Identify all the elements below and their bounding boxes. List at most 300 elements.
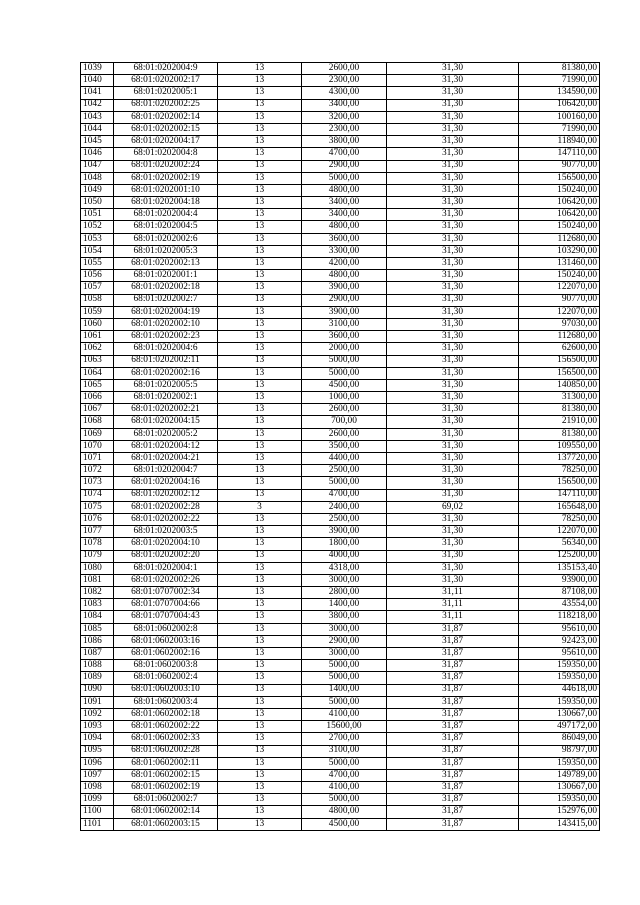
table-row bbox=[81, 526, 600, 538]
cadastral-number-cell: 68:01:0202002:25 bbox=[114, 99, 218, 111]
area-cell: 4200,00 bbox=[302, 258, 387, 270]
row-number-cell: 1085 bbox=[81, 623, 114, 635]
rate-cell: 69,02 bbox=[387, 501, 519, 513]
area-cell: 2500,00 bbox=[302, 513, 387, 525]
value-cell: 98797,00 bbox=[519, 745, 600, 757]
table-row bbox=[81, 769, 600, 781]
area-cell: 4100,00 bbox=[302, 708, 387, 720]
rate-cell: 31,30 bbox=[387, 331, 519, 343]
value-cell: 118218,00 bbox=[519, 611, 600, 623]
rate-cell: 31,87 bbox=[387, 648, 519, 660]
area-cell: 5000,00 bbox=[302, 477, 387, 489]
rate-cell: 31,30 bbox=[387, 282, 519, 294]
cadastral-number-cell: 68:01:0602002:14 bbox=[114, 806, 218, 818]
row-number-cell: 1041 bbox=[81, 87, 114, 99]
category-cell: 13 bbox=[218, 367, 302, 379]
value-cell: 106420,00 bbox=[519, 209, 600, 221]
category-cell: 13 bbox=[218, 648, 302, 660]
row-number-cell: 1052 bbox=[81, 221, 114, 233]
area-cell: 2000,00 bbox=[302, 343, 387, 355]
category-cell: 13 bbox=[218, 245, 302, 257]
value-cell: 122070,00 bbox=[519, 526, 600, 538]
cadastral-number-cell: 68:01:0602002:4 bbox=[114, 672, 218, 684]
table-row bbox=[81, 245, 600, 257]
row-number-cell: 1082 bbox=[81, 587, 114, 599]
value-cell: 81380,00 bbox=[519, 404, 600, 416]
row-number-cell: 1062 bbox=[81, 343, 114, 355]
area-cell: 4800,00 bbox=[302, 184, 387, 196]
category-cell: 13 bbox=[218, 477, 302, 489]
table-row bbox=[81, 160, 600, 172]
table-row bbox=[81, 258, 600, 270]
category-cell: 13 bbox=[218, 489, 302, 501]
cadastral-number-cell: 68:01:0202004:4 bbox=[114, 209, 218, 221]
category-cell: 13 bbox=[218, 428, 302, 440]
value-cell: 71990,00 bbox=[519, 123, 600, 135]
table-row bbox=[81, 172, 600, 184]
area-cell: 3600,00 bbox=[302, 331, 387, 343]
category-cell: 13 bbox=[218, 587, 302, 599]
rate-cell: 31,30 bbox=[387, 477, 519, 489]
area-cell: 2700,00 bbox=[302, 733, 387, 745]
area-cell: 4700,00 bbox=[302, 148, 387, 160]
category-cell: 13 bbox=[218, 599, 302, 611]
value-cell: 135153,40 bbox=[519, 562, 600, 574]
table-row bbox=[81, 306, 600, 318]
table-row bbox=[81, 660, 600, 672]
category-cell: 13 bbox=[218, 684, 302, 696]
category-cell: 13 bbox=[218, 233, 302, 245]
value-cell: 78250,00 bbox=[519, 465, 600, 477]
area-cell: 1400,00 bbox=[302, 599, 387, 611]
area-cell: 2600,00 bbox=[302, 63, 387, 75]
row-number-cell: 1071 bbox=[81, 453, 114, 465]
row-number-cell: 1093 bbox=[81, 721, 114, 733]
cadastral-number-cell: 68:01:0602002:19 bbox=[114, 782, 218, 794]
value-cell: 134590,00 bbox=[519, 87, 600, 99]
cadastral-number-cell: 68:01:0202002:17 bbox=[114, 75, 218, 87]
category-cell: 13 bbox=[218, 123, 302, 135]
row-number-cell: 1070 bbox=[81, 440, 114, 452]
rate-cell: 31,87 bbox=[387, 623, 519, 635]
value-cell: 122070,00 bbox=[519, 282, 600, 294]
table-row bbox=[81, 538, 600, 550]
area-cell: 3100,00 bbox=[302, 318, 387, 330]
area-cell: 3300,00 bbox=[302, 245, 387, 257]
table-row bbox=[81, 562, 600, 574]
row-number-cell: 1067 bbox=[81, 404, 114, 416]
value-cell: 71990,00 bbox=[519, 75, 600, 87]
table-row bbox=[81, 428, 600, 440]
category-cell: 13 bbox=[218, 635, 302, 647]
rate-cell: 31,87 bbox=[387, 733, 519, 745]
table-row bbox=[81, 489, 600, 501]
row-number-cell: 1074 bbox=[81, 489, 114, 501]
area-cell: 4400,00 bbox=[302, 453, 387, 465]
cadastral-number-cell: 68:01:0202004:17 bbox=[114, 136, 218, 148]
table-row bbox=[81, 794, 600, 806]
rate-cell: 31,30 bbox=[387, 513, 519, 525]
area-cell: 2900,00 bbox=[302, 635, 387, 647]
cadastral-number-cell: 68:01:0202002:6 bbox=[114, 233, 218, 245]
table-row bbox=[81, 599, 600, 611]
area-cell: 2900,00 bbox=[302, 294, 387, 306]
table-row bbox=[81, 331, 600, 343]
category-cell: 13 bbox=[218, 87, 302, 99]
row-number-cell: 1069 bbox=[81, 428, 114, 440]
row-number-cell: 1088 bbox=[81, 660, 114, 672]
table-row bbox=[81, 63, 600, 75]
table-row bbox=[81, 343, 600, 355]
category-cell: 13 bbox=[218, 574, 302, 586]
table-row bbox=[81, 513, 600, 525]
rate-cell: 31,30 bbox=[387, 416, 519, 428]
value-cell: 93900,00 bbox=[519, 574, 600, 586]
rate-cell: 31,30 bbox=[387, 111, 519, 123]
table-row bbox=[81, 87, 600, 99]
rate-cell: 31,11 bbox=[387, 587, 519, 599]
table-row bbox=[81, 416, 600, 428]
value-cell: 130667,00 bbox=[519, 782, 600, 794]
cadastral-number-cell: 68:01:0202004:18 bbox=[114, 197, 218, 209]
category-cell: 13 bbox=[218, 184, 302, 196]
table-row bbox=[81, 282, 600, 294]
rate-cell: 31,11 bbox=[387, 611, 519, 623]
row-number-cell: 1094 bbox=[81, 733, 114, 745]
table-row bbox=[81, 99, 600, 111]
table-row bbox=[81, 721, 600, 733]
cadastral-number-cell: 68:01:0707004:66 bbox=[114, 599, 218, 611]
rate-cell: 31,30 bbox=[387, 258, 519, 270]
row-number-cell: 1075 bbox=[81, 501, 114, 513]
value-cell: 149789,00 bbox=[519, 769, 600, 781]
cadastral-number-cell: 68:01:0202002:19 bbox=[114, 172, 218, 184]
category-cell: 13 bbox=[218, 331, 302, 343]
table-row bbox=[81, 550, 600, 562]
category-cell: 13 bbox=[218, 660, 302, 672]
area-cell: 2500,00 bbox=[302, 465, 387, 477]
row-number-cell: 1055 bbox=[81, 258, 114, 270]
category-cell: 13 bbox=[218, 75, 302, 87]
table-row bbox=[81, 453, 600, 465]
row-number-cell: 1080 bbox=[81, 562, 114, 574]
value-cell: 81380,00 bbox=[519, 428, 600, 440]
category-cell: 13 bbox=[218, 562, 302, 574]
area-cell: 5000,00 bbox=[302, 672, 387, 684]
cadastral-number-cell: 68:01:0707004:43 bbox=[114, 611, 218, 623]
area-cell: 3400,00 bbox=[302, 209, 387, 221]
value-cell: 62600,00 bbox=[519, 343, 600, 355]
value-cell: 87108,00 bbox=[519, 587, 600, 599]
row-number-cell: 1091 bbox=[81, 696, 114, 708]
category-cell: 13 bbox=[218, 160, 302, 172]
category-cell: 13 bbox=[218, 404, 302, 416]
table-row bbox=[81, 379, 600, 391]
area-cell: 3600,00 bbox=[302, 233, 387, 245]
value-cell: 92423,00 bbox=[519, 635, 600, 647]
value-cell: 122070,00 bbox=[519, 306, 600, 318]
row-number-cell: 1089 bbox=[81, 672, 114, 684]
category-cell: 13 bbox=[218, 136, 302, 148]
value-cell: 159350,00 bbox=[519, 660, 600, 672]
category-cell: 13 bbox=[218, 221, 302, 233]
row-number-cell: 1042 bbox=[81, 99, 114, 111]
cadastral-number-cell: 68:01:0602002:11 bbox=[114, 757, 218, 769]
value-cell: 156500,00 bbox=[519, 477, 600, 489]
row-number-cell: 1059 bbox=[81, 306, 114, 318]
area-cell: 4500,00 bbox=[302, 379, 387, 391]
table-body bbox=[81, 63, 600, 831]
area-cell: 2600,00 bbox=[302, 404, 387, 416]
cadastral-number-cell: 68:01:0602003:16 bbox=[114, 635, 218, 647]
table-row bbox=[81, 574, 600, 586]
cadastral-number-cell: 68:01:0202004:12 bbox=[114, 440, 218, 452]
category-cell: 13 bbox=[218, 769, 302, 781]
cadastral-number-cell: 68:01:0602002:22 bbox=[114, 721, 218, 733]
value-cell: 118940,00 bbox=[519, 136, 600, 148]
area-cell: 3900,00 bbox=[302, 526, 387, 538]
row-number-cell: 1090 bbox=[81, 684, 114, 696]
value-cell: 156500,00 bbox=[519, 355, 600, 367]
rate-cell: 31,30 bbox=[387, 172, 519, 184]
cadastral-number-cell: 68:01:0202004:5 bbox=[114, 221, 218, 233]
cadastral-number-cell: 68:01:0602002:18 bbox=[114, 708, 218, 720]
row-number-cell: 1058 bbox=[81, 294, 114, 306]
cadastral-number-cell: 68:01:0202002:21 bbox=[114, 404, 218, 416]
area-cell: 2800,00 bbox=[302, 587, 387, 599]
value-cell: 140850,00 bbox=[519, 379, 600, 391]
area-cell: 2900,00 bbox=[302, 160, 387, 172]
category-cell: 13 bbox=[218, 318, 302, 330]
rate-cell: 31,30 bbox=[387, 453, 519, 465]
table-row bbox=[81, 635, 600, 647]
value-cell: 90770,00 bbox=[519, 294, 600, 306]
table-row bbox=[81, 221, 600, 233]
rate-cell: 31,30 bbox=[387, 367, 519, 379]
table-row bbox=[81, 611, 600, 623]
category-cell: 13 bbox=[218, 111, 302, 123]
category-cell: 13 bbox=[218, 550, 302, 562]
rate-cell: 31,30 bbox=[387, 465, 519, 477]
category-cell: 13 bbox=[218, 757, 302, 769]
cadastral-number-cell: 68:01:0202004:10 bbox=[114, 538, 218, 550]
rate-cell: 31,30 bbox=[387, 148, 519, 160]
cadastral-number-cell: 68:01:0602003:8 bbox=[114, 660, 218, 672]
row-number-cell: 1086 bbox=[81, 635, 114, 647]
area-cell: 2400,00 bbox=[302, 501, 387, 513]
area-cell: 2300,00 bbox=[302, 123, 387, 135]
area-cell: 1000,00 bbox=[302, 392, 387, 404]
row-number-cell: 1066 bbox=[81, 392, 114, 404]
table-row bbox=[81, 136, 600, 148]
cadastral-number-cell: 68:01:0602002:7 bbox=[114, 794, 218, 806]
rate-cell: 31,30 bbox=[387, 209, 519, 221]
rate-cell: 31,30 bbox=[387, 392, 519, 404]
cadastral-number-cell: 68:01:0202002:28 bbox=[114, 501, 218, 513]
cadastral-number-cell: 68:01:0602002:8 bbox=[114, 623, 218, 635]
row-number-cell: 1063 bbox=[81, 355, 114, 367]
cadastral-number-cell: 68:01:0202004:9 bbox=[114, 63, 218, 75]
row-number-cell: 1092 bbox=[81, 708, 114, 720]
value-cell: 78250,00 bbox=[519, 513, 600, 525]
rate-cell: 31,30 bbox=[387, 538, 519, 550]
row-number-cell: 1053 bbox=[81, 233, 114, 245]
category-cell: 13 bbox=[218, 258, 302, 270]
cadastral-number-cell: 68:01:0202002:14 bbox=[114, 111, 218, 123]
category-cell: 13 bbox=[218, 623, 302, 635]
cadastral-number-cell: 68:01:0202002:13 bbox=[114, 258, 218, 270]
area-cell: 3000,00 bbox=[302, 648, 387, 660]
category-cell: 13 bbox=[218, 611, 302, 623]
category-cell: 13 bbox=[218, 794, 302, 806]
table-row bbox=[81, 197, 600, 209]
area-cell: 4300,00 bbox=[302, 87, 387, 99]
area-cell: 5000,00 bbox=[302, 172, 387, 184]
row-number-cell: 1077 bbox=[81, 526, 114, 538]
value-cell: 150240,00 bbox=[519, 270, 600, 282]
area-cell: 3800,00 bbox=[302, 611, 387, 623]
area-cell: 4700,00 bbox=[302, 489, 387, 501]
cadastral-number-cell: 68:01:0602002:15 bbox=[114, 769, 218, 781]
cadastral-number-cell: 68:01:0202005:1 bbox=[114, 87, 218, 99]
area-cell: 2300,00 bbox=[302, 75, 387, 87]
row-number-cell: 1095 bbox=[81, 745, 114, 757]
rate-cell: 31,87 bbox=[387, 708, 519, 720]
category-cell: 13 bbox=[218, 306, 302, 318]
row-number-cell: 1040 bbox=[81, 75, 114, 87]
area-cell: 3500,00 bbox=[302, 440, 387, 452]
rate-cell: 31,87 bbox=[387, 635, 519, 647]
value-cell: 100160,00 bbox=[519, 111, 600, 123]
cadastral-number-cell: 68:01:0202002:26 bbox=[114, 574, 218, 586]
area-cell: 5000,00 bbox=[302, 696, 387, 708]
area-cell: 5000,00 bbox=[302, 660, 387, 672]
category-cell: 13 bbox=[218, 538, 302, 550]
rate-cell: 31,30 bbox=[387, 318, 519, 330]
row-number-cell: 1056 bbox=[81, 270, 114, 282]
value-cell: 112680,00 bbox=[519, 233, 600, 245]
category-cell: 13 bbox=[218, 440, 302, 452]
category-cell: 13 bbox=[218, 197, 302, 209]
cadastral-number-cell: 68:01:0202002:22 bbox=[114, 513, 218, 525]
category-cell: 13 bbox=[218, 818, 302, 830]
value-cell: 147110,00 bbox=[519, 148, 600, 160]
rate-cell: 31,87 bbox=[387, 672, 519, 684]
table-row bbox=[81, 367, 600, 379]
row-number-cell: 1044 bbox=[81, 123, 114, 135]
rate-cell: 31,30 bbox=[387, 343, 519, 355]
rate-cell: 31,30 bbox=[387, 294, 519, 306]
category-cell: 13 bbox=[218, 453, 302, 465]
rate-cell: 31,30 bbox=[387, 245, 519, 257]
cadastral-number-cell: 68:01:0202004:15 bbox=[114, 416, 218, 428]
rate-cell: 31,87 bbox=[387, 806, 519, 818]
rate-cell: 31,87 bbox=[387, 769, 519, 781]
cadastral-number-cell: 68:01:0202001:10 bbox=[114, 184, 218, 196]
category-cell: 13 bbox=[218, 343, 302, 355]
cadastral-number-cell: 68:01:0202002:16 bbox=[114, 367, 218, 379]
value-cell: 95610,00 bbox=[519, 623, 600, 635]
row-number-cell: 1049 bbox=[81, 184, 114, 196]
row-number-cell: 1051 bbox=[81, 209, 114, 221]
rate-cell: 31,30 bbox=[387, 550, 519, 562]
row-number-cell: 1060 bbox=[81, 318, 114, 330]
table-row bbox=[81, 209, 600, 221]
rate-cell: 31,30 bbox=[387, 270, 519, 282]
cadastral-number-cell: 68:01:0707002:34 bbox=[114, 587, 218, 599]
row-number-cell: 1048 bbox=[81, 172, 114, 184]
rate-cell: 31,30 bbox=[387, 75, 519, 87]
value-cell: 44618,00 bbox=[519, 684, 600, 696]
area-cell: 1400,00 bbox=[302, 684, 387, 696]
value-cell: 97030,00 bbox=[519, 318, 600, 330]
rate-cell: 31,87 bbox=[387, 721, 519, 733]
value-cell: 143415,00 bbox=[519, 818, 600, 830]
row-number-cell: 1039 bbox=[81, 63, 114, 75]
table-row bbox=[81, 294, 600, 306]
area-cell: 3900,00 bbox=[302, 282, 387, 294]
category-cell: 13 bbox=[218, 745, 302, 757]
row-number-cell: 1046 bbox=[81, 148, 114, 160]
table-row bbox=[81, 806, 600, 818]
area-cell: 3900,00 bbox=[302, 306, 387, 318]
value-cell: 159350,00 bbox=[519, 794, 600, 806]
cadastral-number-cell: 68:01:0602003:15 bbox=[114, 818, 218, 830]
row-number-cell: 1068 bbox=[81, 416, 114, 428]
table-row bbox=[81, 318, 600, 330]
category-cell: 13 bbox=[218, 733, 302, 745]
row-number-cell: 1047 bbox=[81, 160, 114, 172]
row-number-cell: 1078 bbox=[81, 538, 114, 550]
cadastral-number-cell: 68:01:0202005:5 bbox=[114, 379, 218, 391]
row-number-cell: 1057 bbox=[81, 282, 114, 294]
value-cell: 150240,00 bbox=[519, 221, 600, 233]
cadastral-number-cell: 68:01:0202002:18 bbox=[114, 282, 218, 294]
rate-cell: 31,30 bbox=[387, 123, 519, 135]
table-row bbox=[81, 587, 600, 599]
value-cell: 147110,00 bbox=[519, 489, 600, 501]
area-cell: 5000,00 bbox=[302, 757, 387, 769]
area-cell: 5000,00 bbox=[302, 794, 387, 806]
row-number-cell: 1076 bbox=[81, 513, 114, 525]
cadastral-number-cell: 68:01:0602003:4 bbox=[114, 696, 218, 708]
table-row bbox=[81, 477, 600, 489]
value-cell: 31300,00 bbox=[519, 392, 600, 404]
value-cell: 56340,00 bbox=[519, 538, 600, 550]
row-number-cell: 1043 bbox=[81, 111, 114, 123]
rate-cell: 31,30 bbox=[387, 562, 519, 574]
cadastral-number-cell: 68:01:0602003:10 bbox=[114, 684, 218, 696]
row-number-cell: 1083 bbox=[81, 599, 114, 611]
row-number-cell: 1065 bbox=[81, 379, 114, 391]
category-cell: 13 bbox=[218, 513, 302, 525]
area-cell: 5000,00 bbox=[302, 355, 387, 367]
table-row bbox=[81, 501, 600, 513]
value-cell: 21910,00 bbox=[519, 416, 600, 428]
area-cell: 1800,00 bbox=[302, 538, 387, 550]
row-number-cell: 1054 bbox=[81, 245, 114, 257]
area-cell: 700,00 bbox=[302, 416, 387, 428]
row-number-cell: 1098 bbox=[81, 782, 114, 794]
value-cell: 106420,00 bbox=[519, 99, 600, 111]
table-row bbox=[81, 684, 600, 696]
area-cell: 3000,00 bbox=[302, 623, 387, 635]
row-number-cell: 1084 bbox=[81, 611, 114, 623]
category-cell: 13 bbox=[218, 526, 302, 538]
cadastral-number-cell: 68:01:0202002:10 bbox=[114, 318, 218, 330]
rate-cell: 31,30 bbox=[387, 136, 519, 148]
rate-cell: 31,30 bbox=[387, 489, 519, 501]
